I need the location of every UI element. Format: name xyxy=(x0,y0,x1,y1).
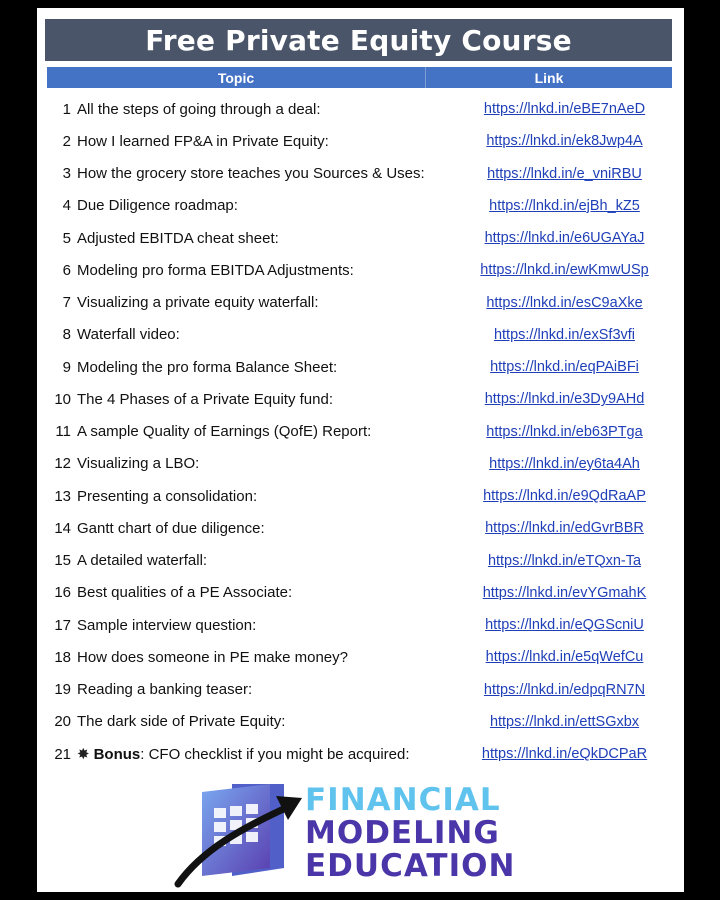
course-list xyxy=(47,93,672,770)
item-number: 18 xyxy=(54,648,71,666)
list-item xyxy=(47,674,672,706)
item-topic: A detailed waterfall: xyxy=(77,552,208,570)
item-link[interactable]: https://lnkd.in/e3Dy9AHd xyxy=(484,391,645,408)
list-item xyxy=(47,545,672,577)
item-topic: The 4 Phases of a Private Equity fund: xyxy=(77,390,333,408)
title-bar xyxy=(45,19,672,64)
spreadsheet-logo-icon xyxy=(172,780,312,890)
list-item xyxy=(47,609,672,641)
item-link[interactable]: https://lnkd.in/e6UGAYaJ xyxy=(484,230,645,247)
item-number: 8 xyxy=(62,326,71,344)
item-link[interactable]: https://lnkd.in/eqPAiBFi xyxy=(490,359,639,376)
course-sheet xyxy=(37,8,684,892)
item-number: 19 xyxy=(54,681,71,699)
list-item xyxy=(47,448,672,480)
item-topic: Best qualities of a PE Associate: xyxy=(77,584,293,602)
item-link[interactable]: https://lnkd.in/e_vniRBU xyxy=(487,165,642,182)
page-title: Free Private Equity Course xyxy=(145,23,572,57)
list-item xyxy=(47,190,672,222)
item-number: 3 xyxy=(62,165,71,183)
item-link[interactable]: https://lnkd.in/ek8Jwp4A xyxy=(486,133,643,150)
item-link[interactable]: https://lnkd.in/evYGmahK xyxy=(482,584,647,601)
item-number: 2 xyxy=(62,132,71,150)
item-link[interactable]: https://lnkd.in/e9QdRaAP xyxy=(483,488,646,505)
item-number: 7 xyxy=(62,294,71,312)
item-number: 12 xyxy=(54,455,71,473)
list-item xyxy=(47,641,672,673)
item-topic: Adjusted EBITDA cheat sheet: xyxy=(77,229,279,247)
bonus-item xyxy=(47,738,672,770)
item-link[interactable]: https://lnkd.in/edpqRN7N xyxy=(483,681,646,698)
item-topic: Gantt chart of due diligence: xyxy=(77,519,265,537)
list-item xyxy=(47,480,672,512)
logo-wordmark xyxy=(305,784,515,883)
item-link[interactable]: https://lnkd.in/edGvrBBR xyxy=(485,520,644,537)
financial-modeling-education-logo xyxy=(172,780,592,890)
bonus-label: Bonus xyxy=(93,746,141,764)
item-number: 14 xyxy=(54,519,71,537)
item-topic: Waterfall video: xyxy=(77,326,180,344)
item-link[interactable]: https://lnkd.in/exSf3vfi xyxy=(493,326,636,343)
list-item xyxy=(47,158,672,190)
logo-line-education: EDUCATION xyxy=(305,848,516,884)
item-topic: Visualizing a private equity waterfall: xyxy=(77,294,319,312)
list-item xyxy=(47,706,672,738)
item-number: 20 xyxy=(54,713,71,731)
item-link[interactable]: https://lnkd.in/eBE7nAeD xyxy=(483,101,646,118)
item-link[interactable]: https://lnkd.in/eb63PTga xyxy=(486,423,643,440)
list-item xyxy=(47,287,672,319)
bonus-link[interactable]: https://lnkd.in/eQkDCPaR xyxy=(481,746,648,763)
item-topic: How the grocery store teaches you Sources & Uses: xyxy=(77,165,425,183)
item-topic: Presenting a consolidation: xyxy=(77,487,258,505)
item-topic: How does someone in PE make money? xyxy=(77,648,348,666)
list-item xyxy=(47,351,672,383)
item-topic: All the steps of going through a deal: xyxy=(77,100,321,118)
item-number: 16 xyxy=(54,584,71,602)
item-number: 21 xyxy=(54,745,71,763)
list-item xyxy=(47,319,672,351)
item-link[interactable]: https://lnkd.in/ettSGxbx xyxy=(489,713,640,730)
logo-line-financial: FINANCIAL xyxy=(305,782,501,818)
item-link[interactable]: https://lnkd.in/eQGScniU xyxy=(485,617,644,634)
list-item xyxy=(47,512,672,544)
list-item xyxy=(47,125,672,157)
item-topic: A sample Quality of Earnings (QofE) Report: xyxy=(77,423,372,441)
bonus-topic-text: : CFO checklist if you might be acquired: xyxy=(140,746,410,764)
item-topic: Modeling pro forma EBITDA Adjustments: xyxy=(77,261,354,279)
item-topic: Due Diligence roadmap: xyxy=(77,197,238,215)
item-number: 11 xyxy=(55,423,71,441)
item-number: 17 xyxy=(54,616,71,634)
item-number: 6 xyxy=(62,261,71,279)
list-item xyxy=(47,93,672,125)
list-item xyxy=(47,222,672,254)
item-topic: The dark side of Private Equity: xyxy=(77,713,286,731)
item-link[interactable]: https://lnkd.in/esC9aXke xyxy=(486,294,643,311)
logo-line-modeling: MODELING xyxy=(305,815,500,851)
item-link[interactable]: https://lnkd.in/eTQxn-Ta xyxy=(487,552,642,569)
item-number: 9 xyxy=(62,358,71,376)
item-number: 5 xyxy=(62,229,71,247)
item-number: 1 xyxy=(62,100,71,118)
list-item xyxy=(47,416,672,448)
bonus-topic xyxy=(71,745,457,763)
item-number: 10 xyxy=(54,390,71,408)
item-link[interactable]: https://lnkd.in/ey6ta4Ah xyxy=(489,455,640,472)
list-item xyxy=(47,577,672,609)
item-topic: Visualizing a LBO: xyxy=(77,455,200,473)
item-link[interactable]: https://lnkd.in/ejBh_kZ5 xyxy=(489,197,640,214)
list-item xyxy=(47,254,672,286)
item-number: 4 xyxy=(62,197,71,215)
item-link[interactable]: https://lnkd.in/ewKmwUSp xyxy=(480,262,649,279)
item-topic: Reading a banking teaser: xyxy=(77,681,253,699)
table-header xyxy=(47,67,672,88)
item-number: 13 xyxy=(54,487,71,505)
item-link[interactable]: https://lnkd.in/e5qWefCu xyxy=(485,649,644,666)
item-topic: Modeling the pro forma Balance Sheet: xyxy=(77,358,338,376)
link-column-header: Link xyxy=(534,69,564,86)
item-number: 15 xyxy=(54,552,71,570)
item-topic: How I learned FP&A in Private Equity: xyxy=(77,132,329,150)
burst-icon: ✸ xyxy=(77,746,90,764)
list-item xyxy=(47,383,672,415)
topic-column-header: Topic xyxy=(47,67,426,88)
item-topic: Sample interview question: xyxy=(77,616,257,634)
